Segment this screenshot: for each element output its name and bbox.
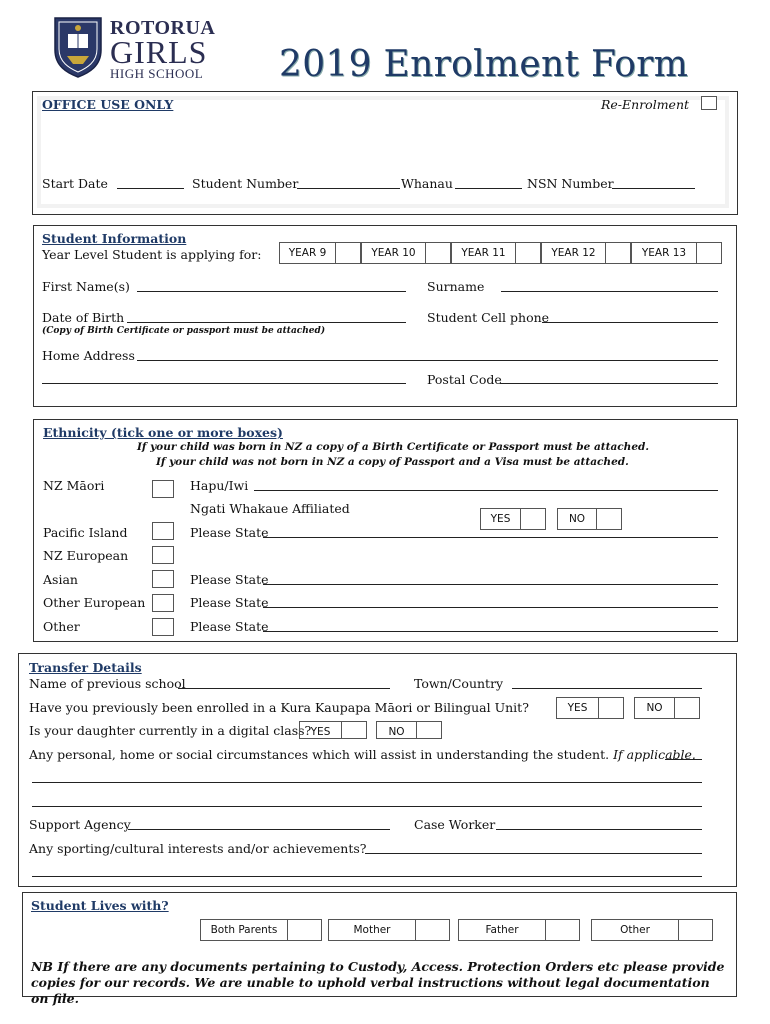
year-13-option[interactable] [631, 242, 722, 264]
nz-european-label: NZ European [43, 548, 129, 563]
other-lives-label: Other [592, 920, 679, 940]
other-lives-option[interactable] [591, 919, 713, 941]
nsn-field[interactable] [612, 188, 695, 189]
office-use-header: OFFICE USE ONLY [42, 97, 174, 112]
previous-school-field[interactable] [178, 688, 390, 689]
start-date-field[interactable] [117, 188, 184, 189]
circumstances-field-line2[interactable] [32, 782, 702, 783]
year-11-checkbox[interactable] [516, 243, 540, 263]
asian-please-state-field[interactable] [263, 584, 718, 585]
postal-code-field[interactable] [500, 383, 718, 384]
circumstances-text: Any personal, home or social circumstances which will assist in understanding the student. [29, 747, 610, 762]
ethnicity-header: Ethnicity (tick one or more boxes) [43, 425, 283, 440]
mother-checkbox[interactable] [416, 920, 449, 940]
digital-yes-label: YES [300, 722, 342, 738]
kura-no-label: NO [635, 698, 675, 718]
ngati-no-checkbox[interactable] [597, 509, 621, 529]
other-european-checkbox[interactable] [152, 594, 174, 612]
postal-code-label: Postal Code [427, 372, 502, 387]
kura-yes-checkbox[interactable] [599, 698, 623, 718]
digital-no-checkbox[interactable] [417, 722, 441, 738]
year-9-option[interactable] [279, 242, 361, 264]
town-country-field[interactable] [512, 688, 702, 689]
school-crest-icon [53, 16, 103, 78]
kura-no-option[interactable] [634, 697, 700, 719]
father-label: Father [459, 920, 546, 940]
student-info-header: Student Information [42, 231, 187, 246]
school-name-line1: ROTORUA [110, 17, 216, 39]
other-european-please-state-label: Please State [190, 595, 269, 610]
father-option[interactable] [458, 919, 580, 941]
nz-maori-label: NZ Māori [43, 478, 105, 493]
other-european-label: Other European [43, 595, 146, 610]
reenrolment-label: Re-Enrolment [601, 97, 690, 112]
ngati-no-option[interactable] [557, 508, 622, 530]
year-9-checkbox[interactable] [336, 243, 360, 263]
pacific-island-label: Pacific Island [43, 525, 128, 540]
year-12-checkbox[interactable] [606, 243, 630, 263]
digital-yes-option[interactable] [299, 721, 367, 739]
cell-phone-label: Student Cell phone [427, 310, 550, 325]
other-checkbox[interactable] [152, 618, 174, 636]
mother-label: Mother [329, 920, 416, 940]
kura-yes-option[interactable] [556, 697, 624, 719]
circumstances-field-line3[interactable] [32, 806, 702, 807]
ngati-whakaue-label: Ngati Whakaue Affiliated [190, 501, 350, 516]
digital-no-label: NO [377, 722, 417, 738]
digital-class-question: Is your daughter currently in a digital class? [29, 723, 312, 738]
school-name-line2: GIRLS [110, 34, 208, 70]
other-lives-checkbox[interactable] [679, 920, 712, 940]
surname-field[interactable] [501, 291, 718, 292]
other-please-state-field[interactable] [263, 631, 718, 632]
interests-question: Any sporting/cultural interests and/or achievements? [29, 841, 367, 856]
whanau-label: Whanau [401, 176, 453, 191]
year-10-checkbox[interactable] [426, 243, 450, 263]
year-12-option[interactable] [541, 242, 631, 264]
digital-no-option[interactable] [376, 721, 442, 739]
nz-european-checkbox[interactable] [152, 546, 174, 564]
other-label: Other [43, 619, 80, 634]
ngati-yes-option[interactable] [480, 508, 546, 530]
support-agency-field[interactable] [128, 829, 390, 830]
hapu-iwi-label: Hapu/Iwi [190, 478, 249, 493]
surname-label: Surname [427, 279, 485, 294]
dob-field[interactable] [127, 322, 406, 323]
start-date-label: Start Date [42, 176, 108, 191]
student-number-label: Student Number [192, 176, 299, 191]
both-parents-checkbox[interactable] [288, 920, 321, 940]
pacific-please-state-label: Please State [190, 525, 269, 540]
asian-please-state-label: Please State [190, 572, 269, 587]
year-10-label: YEAR 10 [362, 243, 426, 263]
year-13-label: YEAR 13 [632, 243, 697, 263]
interests-field[interactable] [365, 853, 702, 854]
both-parents-label: Both Parents [201, 920, 288, 940]
transfer-header: Transfer Details [29, 660, 142, 675]
year-10-option[interactable] [361, 242, 451, 264]
ngati-no-label: NO [558, 509, 597, 529]
ethnicity-note-2: If your child was not born in NZ a copy of Passport and a Visa must be attached. [156, 456, 629, 468]
both-parents-option[interactable] [200, 919, 322, 941]
year-12-label: YEAR 12 [542, 243, 606, 263]
school-name-line3: HIGH SCHOOL [110, 66, 204, 81]
father-checkbox[interactable] [546, 920, 579, 940]
other-european-please-state-field[interactable] [263, 607, 718, 608]
home-address-field-line2[interactable] [42, 383, 406, 384]
pacific-please-state-field[interactable] [263, 537, 718, 538]
mother-option[interactable] [328, 919, 450, 941]
case-worker-label: Case Worker [414, 817, 496, 832]
circumstances-question [29, 747, 696, 762]
student-number-field[interactable] [297, 188, 400, 189]
if-applicable-text: If applicable. [613, 747, 696, 762]
asian-checkbox[interactable] [152, 570, 174, 588]
nz-maori-checkbox[interactable] [152, 480, 174, 498]
year-11-label: YEAR 11 [452, 243, 516, 263]
digital-yes-checkbox[interactable] [342, 722, 366, 738]
interests-field-line2[interactable] [32, 876, 702, 877]
pacific-island-checkbox[interactable] [152, 522, 174, 540]
asian-label: Asian [43, 572, 78, 587]
page-title: 2019 Enrolment Form [279, 44, 689, 85]
kura-question: Have you previously been enrolled in a Kura Kaupapa Māori or Bilingual Unit? [29, 700, 529, 715]
cell-phone-field[interactable] [542, 322, 718, 323]
first-names-label: First Name(s) [42, 279, 130, 294]
home-address-label: Home Address [42, 348, 135, 363]
year-level-label: Year Level Student is applying for: [42, 247, 262, 262]
year-13-checkbox[interactable] [697, 243, 721, 263]
custody-note: NB If there are any documents pertaining to Custody, Access. Protection Orders etc please provide copies for our records. We are unable to uphold verbal instructions without legal documentation on file. [31, 959, 725, 1006]
dob-note: (Copy of Birth Certificate or passport must be attached) [42, 326, 326, 336]
other-please-state-label: Please State [190, 619, 269, 634]
dob-label: Date of Birth [42, 310, 125, 325]
ngati-yes-label: YES [481, 509, 521, 529]
reenrolment-checkbox[interactable] [701, 96, 717, 110]
ethnicity-note-1: If your child was born in NZ a copy of a Birth Certificate or Passport must be attached. [137, 441, 649, 453]
year-11-option[interactable] [451, 242, 541, 264]
kura-yes-label: YES [557, 698, 599, 718]
town-country-label: Town/Country [414, 676, 504, 691]
whanau-field[interactable] [455, 188, 522, 189]
kura-no-checkbox[interactable] [675, 698, 699, 718]
support-agency-label: Support Agency [29, 817, 131, 832]
home-address-field[interactable] [137, 360, 718, 361]
ngati-yes-checkbox[interactable] [521, 509, 545, 529]
circumstances-field[interactable] [665, 759, 702, 760]
hapu-iwi-field[interactable] [254, 490, 718, 491]
previous-school-label: Name of previous school [29, 676, 186, 691]
year-9-label: YEAR 9 [280, 243, 336, 263]
case-worker-field[interactable] [496, 829, 702, 830]
lives-with-header: Student Lives with? [31, 898, 169, 913]
nsn-label: NSN Number [527, 176, 614, 191]
first-names-field[interactable] [137, 291, 406, 292]
